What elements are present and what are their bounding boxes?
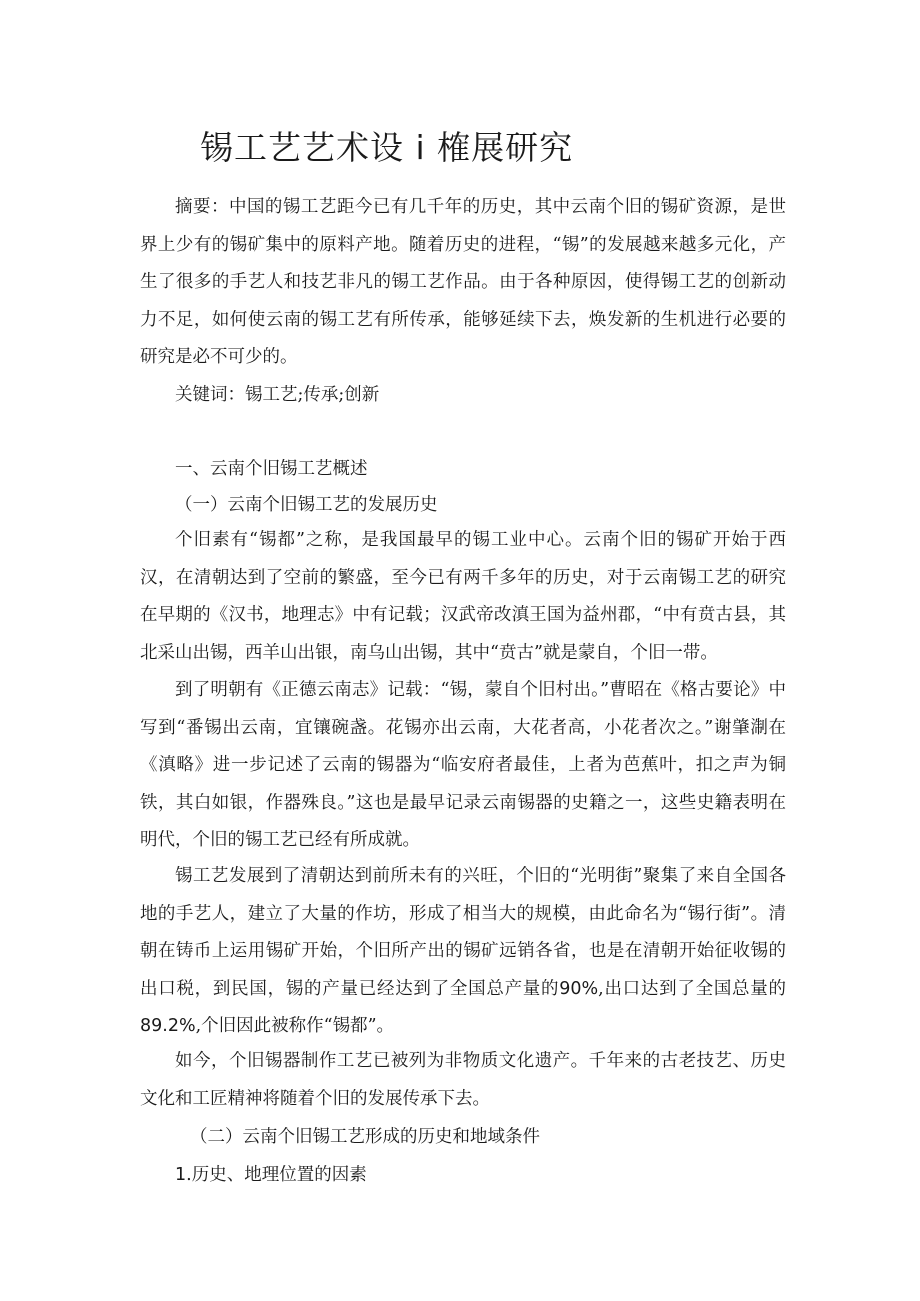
keywords-line: 关键词：锡工艺;传承;创新 [175,385,380,405]
item-heading-text: .历史、地理位置的因素 [186,1165,367,1185]
item-number: 1 [175,1165,187,1185]
percentage-value-1: 90% [559,978,599,999]
document-title: 锡工艺艺术设 i 榷展研究 [200,128,574,167]
percentage-value-2: 89.2% [140,1016,196,1036]
section-heading-1: 一、云南个旧锡工艺概述 [175,459,368,479]
subsection-heading-1-2: （二）云南个旧锡工艺形成的历史和地域条件 [190,1127,540,1147]
subsection-heading-1-1: （一）云南个旧锡工艺的发展历史 [175,495,438,515]
paragraph-3-text-c: ,个旧因此被称作“锡都”。 [195,1016,395,1036]
abstract-paragraph: 摘要：中国的锡工艺距今已有几千年的历史，其中云南个旧的锡矿资源，是世界上少有的锡矿集中的原料产地。随着历史的进程，“锡”的发展越来越多元化，产生了很多的手艺人和技艺非凡的锡工艺作品。由于各种原因，使得锡工艺的创新动力不足，如何使云南的锡工艺有所传承，能够延续下去，焕发新的生机进行必要的研究是必不可少的。 [140,197,786,367]
body-paragraph-1: 个旧素有“锡都”之称，是我国最早的锡工业中心。云南个旧的锡矿开始于西汉，在清朝达到了空前的繁盛，至今已有两千多年的历史，对于云南锡工艺的研究在早期的《汉书，地理志》中有记载；汉武帝改滇王国为益州郡，“中有贲古县，其北采山出锡，西羊山出银，南乌山出锡，其中“贲古”就是蒙自，个旧一带。 [140,530,786,663]
paragraph-3-text-a: 锡工艺发展到了清朝达到前所未有的兴旺，个旧的“光明街”聚集了来自全国各地的手艺人，建立了大量的作坊，形成了相当大的规模，由此命名为“锡行街”。清朝在铸币上运用锡矿开始，个旧所产出的锡矿远销各省，也是在清朝开始征收锡的出口税，到民国，锡的产量已经达到了全国总产量的 [140,866,786,999]
subsubsection-heading-1-2-1 [175,1162,367,1188]
paragraph-3-text-b: ,出口达到了全国总量的 [598,978,787,999]
body-paragraph-3 [140,858,786,1046]
body-paragraph-2: 到了明朝有《正德云南志》记载：“锡，蒙自个旧村出。”曹昭在《格古要论》中写到“番锡出云南，宜镶碗盏。花锡亦出云南，大花者高，小花者次之。”谢肇淛在《滇略》进一步记述了云南的锡器为“临安府者最佳，上者为芭蕉叶，扣之声为铜铁，其白如银，作器殊良。”这也是最早记录云南锡器的史籍之一，这些史籍表明在明代，个旧的锡工艺已经有所成就。 [140,680,786,850]
body-paragraph-4: 如今，个旧锡器制作工艺已被列为非物质文化遗产。千年来的古老技艺、历史文化和工匠精神将随着个旧的发展传承下去。 [140,1051,786,1109]
